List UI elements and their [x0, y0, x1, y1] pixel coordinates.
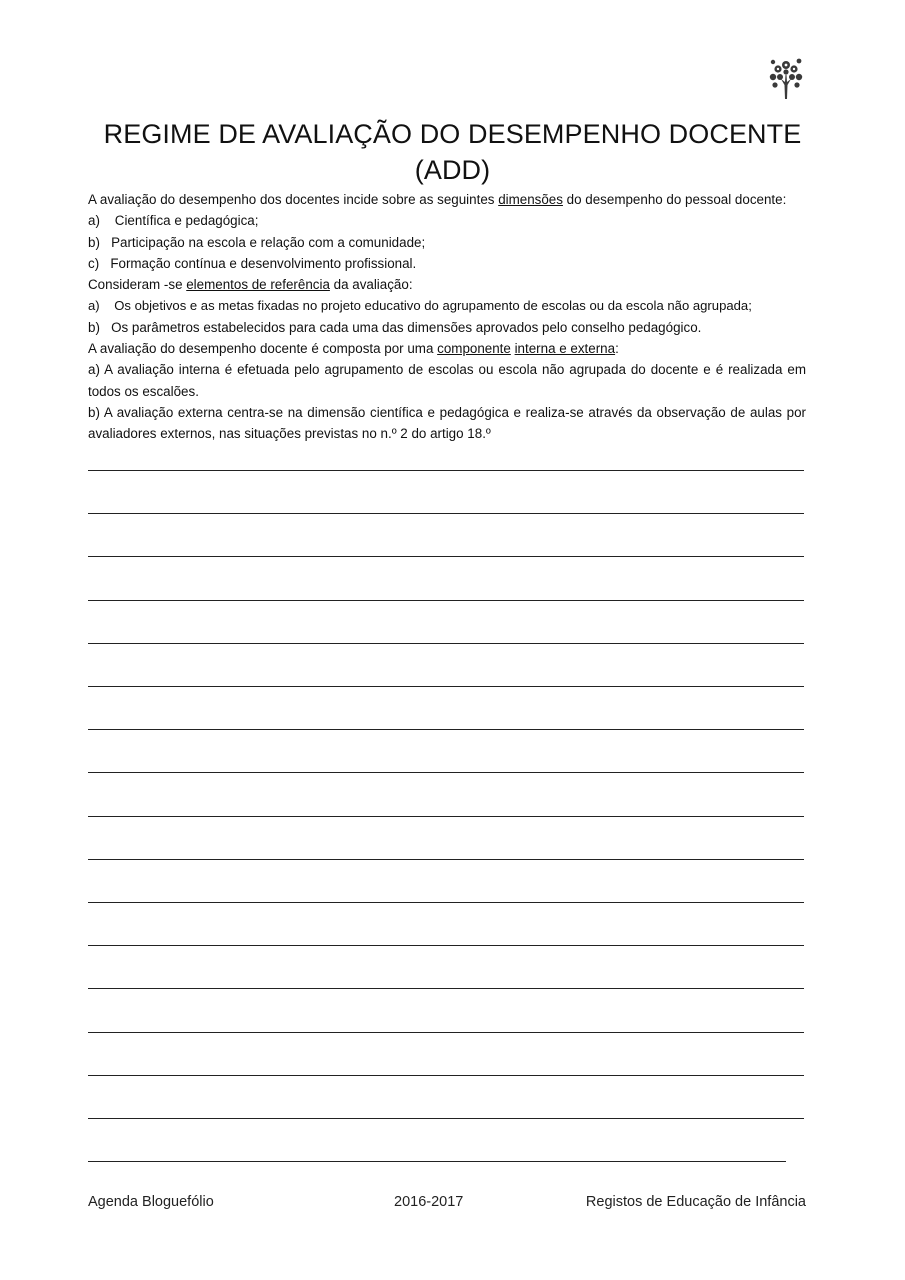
title-line-2: (ADD) [414, 155, 491, 185]
intro-paragraph: A avaliação do desempenho dos docentes incide sobre as seguintes dimensões do desempenho do pessoal docente: [88, 192, 787, 207]
component-paragraph: A avaliação do desempenho docente é composta por uma componente interna e externa: [88, 341, 619, 357]
dimension-item-a: a) Científica e pedagógica; [88, 213, 259, 229]
writing-line [88, 816, 804, 817]
writing-line [88, 600, 804, 601]
writing-line [88, 1161, 786, 1162]
writing-line [88, 859, 804, 860]
page-title [60, 116, 845, 188]
underlined-term-elementos: elementos de referência [186, 277, 330, 293]
writing-line [88, 686, 804, 687]
writing-line [88, 1075, 804, 1076]
document-body [88, 189, 806, 445]
footer-left: Agenda Bloguefólio [88, 1194, 214, 1210]
reference-item-a: a) Os objetivos e as metas fixadas no projeto educativo do agrupamento de escolas ou da escola não agrupada; [88, 298, 752, 314]
component-item-b: b) A avaliação externa centra-se na dimensão científica e pedagógica e realiza-se através da observação de aulas por avaliadores externos, nas situações previstas no n.º 2 do artigo 18.º [88, 404, 806, 442]
underlined-term-interna-externa: interna e externa [514, 341, 616, 357]
writing-line [88, 902, 804, 903]
writing-line [88, 772, 804, 773]
tree-logo-icon [766, 55, 806, 101]
footer-right: Registos de Educação de Infância [585, 1194, 806, 1210]
writing-line [88, 556, 804, 557]
writing-line [88, 1118, 804, 1119]
footer-center: 2016-2017 [394, 1194, 464, 1210]
writing-line [88, 513, 804, 514]
writing-line [88, 1032, 804, 1033]
writing-line [88, 470, 804, 471]
dimension-item-c: c) Formação contínua e desenvolvimento profissional. [88, 255, 417, 271]
writing-line [88, 945, 804, 946]
underlined-term-dimensoes: dimensões [498, 192, 563, 207]
title-line-1: REGIME DE AVALIAÇÃO DO DESEMPENHO DOCENTE [103, 119, 802, 149]
underlined-term-componente: componente [437, 341, 511, 357]
dimension-item-b: b) Participação na escola e relação com a comunidade; [88, 234, 426, 250]
reference-paragraph: Consideram -se elementos de referência da avaliação: [88, 277, 413, 293]
reference-item-b: b) Os parâmetros estabelecidos para cada uma das dimensões aprovados pelo conselho pedagógico. [88, 319, 702, 335]
writing-line [88, 729, 804, 730]
writing-line [88, 643, 804, 644]
component-item-a: a) A avaliação interna é efetuada pelo agrupamento de escolas ou escola não agrupada do docente e é realizada em todos os escalões. [88, 362, 806, 399]
writing-line [88, 988, 804, 989]
